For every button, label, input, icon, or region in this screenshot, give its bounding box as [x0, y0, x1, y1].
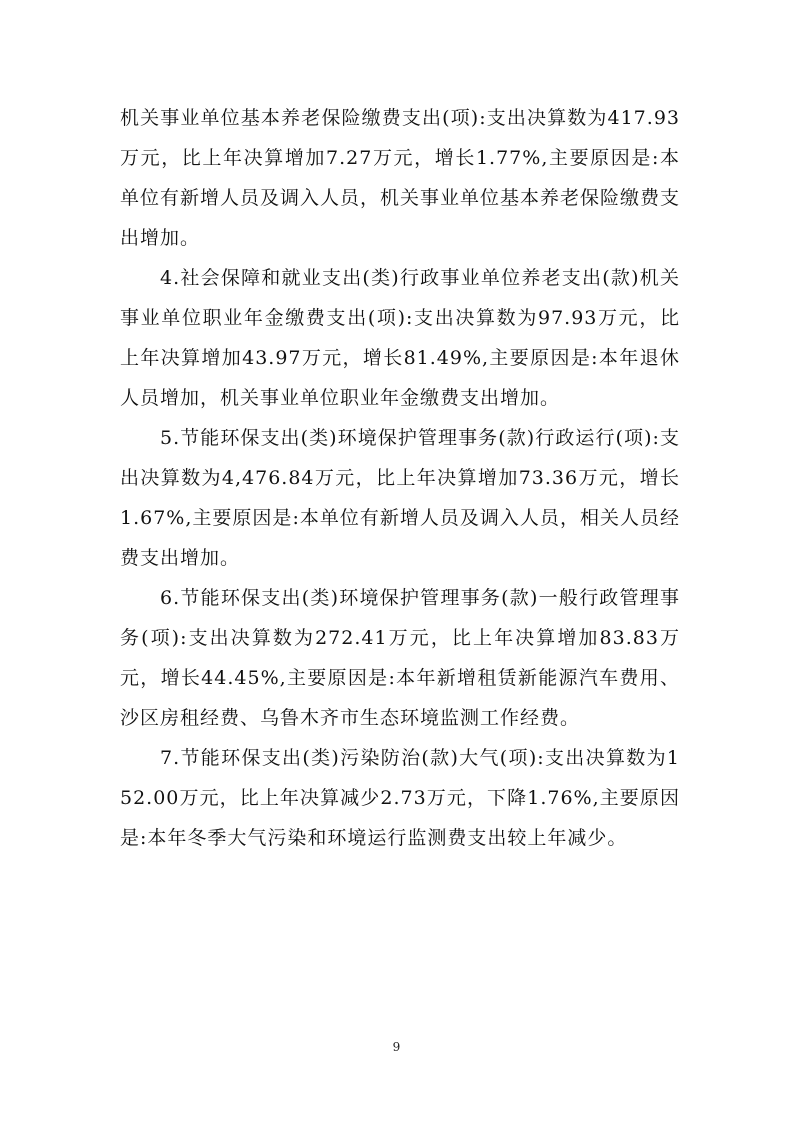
paragraph-4-occupational-annuity: 4.社会保障和就业支出(类)行政事业单位养老支出(款)机关事业单位职业年金缴费支出(项):支出决算数为97.93万元，比上年决算增加43.97万元，增长81.49%,主要原因是:本年退休人员增加，机关事业单位职业年金缴费支出增加。 — [120, 267, 680, 409]
paragraph-7-air-pollution: 7.节能环保支出(类)污染防治(款)大气(项):支出决算数为152.00万元，比上年决算减少2.73万元，下降1.76%,主要原因是:本年冬季大气污染和环境运行监测费支出较上年减少。 — [120, 747, 680, 849]
page-number: 9 — [392, 1040, 401, 1054]
paragraph-5-administrative-operation: 5.节能环保支出(类)环境保护管理事务(款)行政运行(项):支出决算数为4,476.84万元，比上年决算增加73.36万元，增长1.67%,主要原因是:本单位有新增人员及调入人员，相关人员经费支出增加。 — [120, 427, 680, 569]
document-body — [120, 98, 680, 858]
paragraph-6-general-administration: 6.节能环保支出(类)环境保护管理事务(款)一般行政管理事务(项):支出决算数为272.41万元，比上年决算增加83.83万元，增长44.45%,主要原因是:本年新增租赁新能源汽车费用、沙区房租经费、乌鲁木齐市生态环境监测工作经费。 — [120, 587, 680, 729]
paragraph-pension-insurance-continued: 机关事业单位基本养老保险缴费支出(项):支出决算数为417.93万元，比上年决算增加7.27万元，增长1.77%,主要原因是:本单位有新增人员及调入人员，机关事业单位基本养老保险缴费支出增加。 — [120, 107, 681, 249]
